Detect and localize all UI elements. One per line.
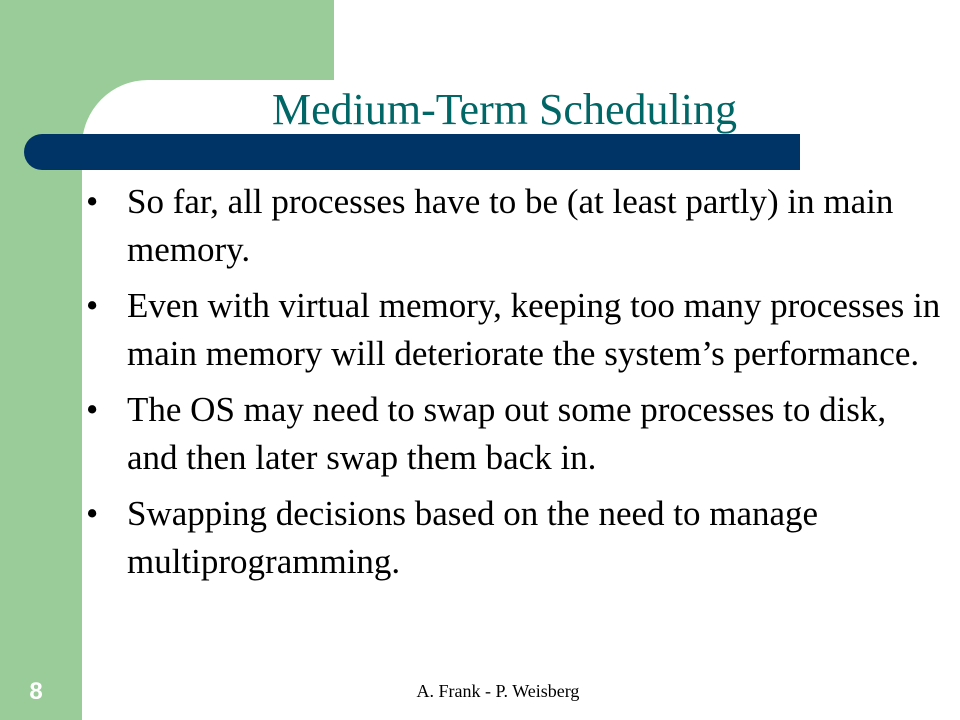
bullet-text: Even with virtual memory, keeping too many processes in main memory will deteriorate the system’s performance.	[127, 286, 941, 373]
title-underline-bar	[24, 134, 800, 170]
bullet-marker: •	[86, 286, 99, 325]
bullet-item	[84, 490, 944, 586]
footer-author: A. Frank - P. Weisberg	[416, 681, 580, 701]
bullet-marker: •	[86, 390, 99, 429]
bullet-item	[84, 282, 944, 378]
bullet-item	[84, 178, 944, 274]
bullet-item	[84, 386, 944, 482]
slide-number: 8	[29, 678, 43, 705]
bullet-marker: •	[86, 182, 99, 221]
bullet-list	[84, 178, 944, 594]
bullet-text: Swapping decisions based on the need to manage multiprogramming.	[127, 494, 819, 581]
slide-title: Medium-Term Scheduling	[272, 85, 737, 134]
bullet-marker: •	[86, 494, 99, 533]
bullet-text: The OS may need to swap out some processes to disk, and then later swap them back in.	[127, 390, 887, 477]
bullet-text: So far, all processes have to be (at least partly) in main memory.	[127, 182, 894, 269]
